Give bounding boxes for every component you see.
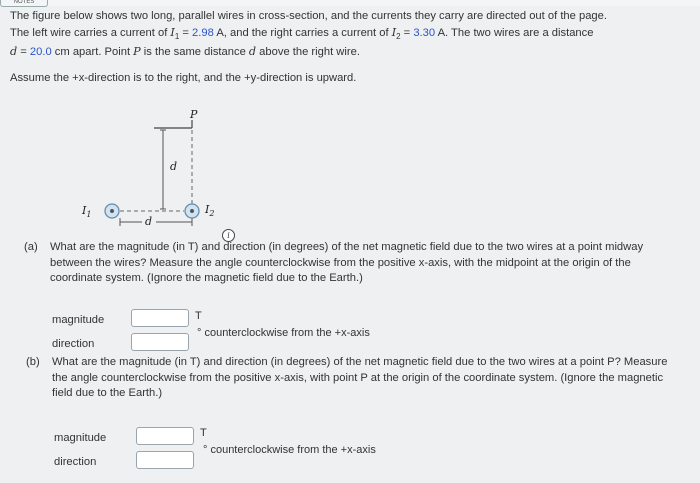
part-b-magnitude-unit: T [200, 427, 207, 439]
current-1-value: 2.98 [192, 26, 214, 39]
tab-strip [0, 0, 700, 6]
current-2-value: 3.30 [413, 26, 436, 39]
point-p-label: P [190, 108, 198, 121]
part-a-magnitude-input[interactable] [131, 309, 189, 327]
info-icon[interactable]: i [222, 229, 235, 242]
part-b-tag: (b) [26, 356, 40, 368]
wires-diagram [80, 108, 250, 248]
part-b-direction-unit: ° counterclockwise from the +x-axis [203, 444, 376, 456]
wires-figure [80, 108, 250, 248]
vertical-distance-label: d [170, 160, 178, 173]
part-a-direction-input[interactable] [131, 333, 189, 351]
problem-statement [10, 9, 690, 61]
intro-line-3: d = 20.0 cm apart. Point P is the same distance d above the right wire. [10, 45, 360, 59]
horizontal-distance-label: d [145, 215, 153, 228]
part-b-direction-input[interactable] [136, 451, 194, 469]
part-b-direction-label: direction [54, 456, 97, 468]
part-a-direction-unit: ° counterclockwise from the +x-axis [197, 327, 370, 339]
distance-value: 20.0 [29, 46, 52, 59]
assumption-text: Assume the +x-direction is to the right, and the +y-direction is upward. [10, 72, 357, 84]
part-b-magnitude-label: magnitude [54, 432, 107, 444]
intro-line-2: The left wire carries a current of $I_1 = 2.98$ A, and the right carries a current of $I_2 = 3.30$ A. The two wires are a distance [10, 25, 594, 41]
part-a-magnitude-unit: T [195, 310, 202, 322]
tab-notes[interactable]: NOTES [0, 0, 48, 7]
part-a-tag: (a) [24, 241, 38, 253]
part-b-question: What are the magnitude (in T) and direction (in degrees) of the net magnetic field due to the two wires at a point P? Measure the angle counterclockwise from the positive x-axis, with point P at the origin of the coordinate system. (Ignore the magnetic field due to the Earth.) [52, 356, 668, 399]
part-a-question: What are the magnitude (in T) and direction (in degrees) of the net magnetic field due to the two wires at a point midway between the wires? Measure the angle counterclockwise from the positive x-axis, with the midpoint at the origin of the coordinate system. (Ignore the magnetic field due to the Earth.) [50, 241, 644, 284]
part-b-magnitude-input[interactable] [136, 427, 194, 445]
part-a-magnitude-label: magnitude [52, 314, 105, 326]
wire-1-label: $I_1$ [82, 204, 92, 220]
part-a-direction-label: direction [52, 338, 95, 350]
wire-2-label: $I_2$ [205, 203, 215, 219]
intro-line-1: The figure below shows two long, parallel wires in cross-section, and the currents they carry are directed out of the page. [10, 10, 607, 22]
